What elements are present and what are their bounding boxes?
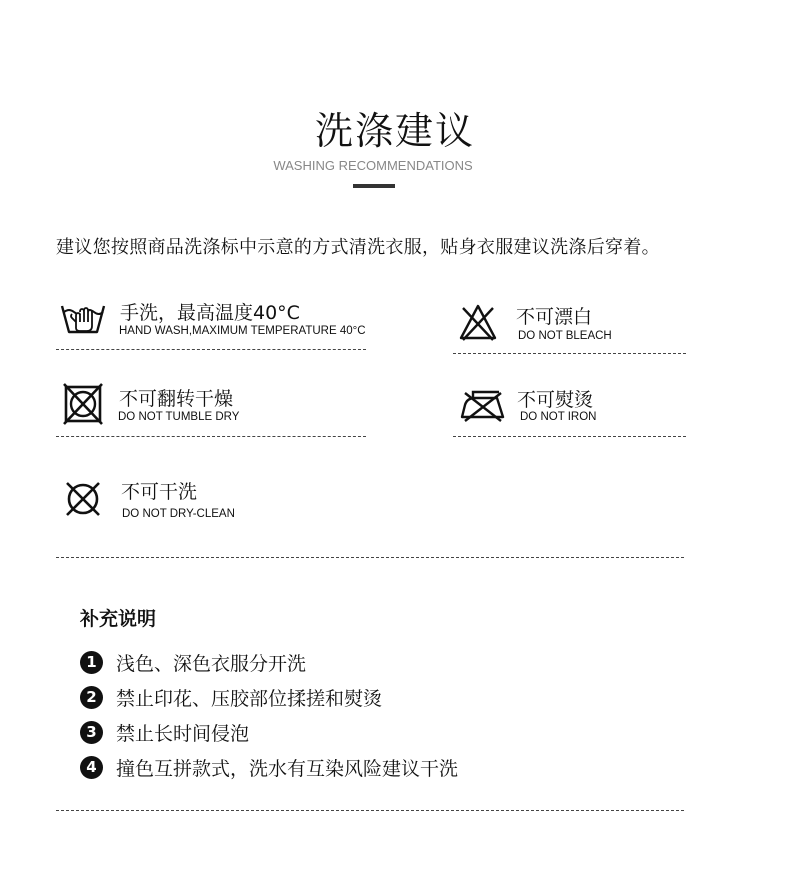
supplement-item-text: 禁止印花、压胶部位揉搓和熨烫 bbox=[116, 687, 383, 710]
no-tumble-dry-label-en: DO NOT TUMBLE DRY bbox=[118, 411, 240, 423]
number-badge: 1 bbox=[80, 651, 103, 674]
no-dry-clean-label: 不可干洗 bbox=[121, 481, 198, 503]
divider bbox=[56, 810, 684, 811]
no-iron-label: 不可熨烫 bbox=[517, 389, 594, 411]
supplement-title: 补充说明 bbox=[80, 608, 157, 630]
supplement-item-text: 禁止长时间侵泡 bbox=[116, 722, 250, 745]
no-dry-clean-icon bbox=[63, 477, 103, 517]
no-bleach-label: 不可漂白 bbox=[516, 306, 593, 328]
page-title: 洗涤建议 bbox=[314, 109, 475, 153]
page-subtitle: WASHING RECOMMENDATIONS bbox=[273, 158, 473, 173]
no-iron-label-en: DO NOT IRON bbox=[520, 411, 597, 423]
no-tumble-dry-label: 不可翻转干燥 bbox=[119, 388, 234, 410]
number-badge: 2 bbox=[80, 686, 103, 709]
hand-wash-icon bbox=[60, 298, 106, 340]
divider bbox=[56, 436, 366, 437]
supplement-item bbox=[80, 754, 458, 780]
divider bbox=[56, 557, 684, 558]
no-iron-icon bbox=[459, 385, 507, 423]
number-badge: 4 bbox=[80, 756, 103, 779]
no-bleach-icon bbox=[458, 302, 498, 342]
no-bleach-label-en: DO NOT BLEACH bbox=[518, 330, 612, 342]
supplement-item-text: 浅色、深色衣服分开洗 bbox=[116, 652, 307, 675]
divider bbox=[453, 353, 686, 354]
number-badge: 3 bbox=[80, 721, 103, 744]
no-dry-clean-label-en: DO NOT DRY-CLEAN bbox=[122, 508, 235, 520]
supplement-item bbox=[80, 649, 306, 675]
supplement-item bbox=[80, 684, 382, 710]
no-tumble-dry-icon bbox=[63, 383, 103, 425]
supplement-item bbox=[80, 719, 249, 745]
title-underline-bar bbox=[353, 184, 395, 188]
divider bbox=[56, 349, 366, 350]
supplement-item-text: 撞色互拼款式，洗水有互染风险建议干洗 bbox=[116, 757, 459, 780]
intro-text: 建议您按照商品洗涤标中示意的方式清洗衣服，贴身衣服建议洗涤后穿着。 bbox=[56, 237, 660, 258]
hand-wash-label-en: HAND WASH,MAXIMUM TEMPERATURE 40°C bbox=[119, 325, 366, 337]
divider bbox=[453, 436, 686, 437]
hand-wash-label: 手洗，最高温度40°C bbox=[120, 302, 300, 324]
